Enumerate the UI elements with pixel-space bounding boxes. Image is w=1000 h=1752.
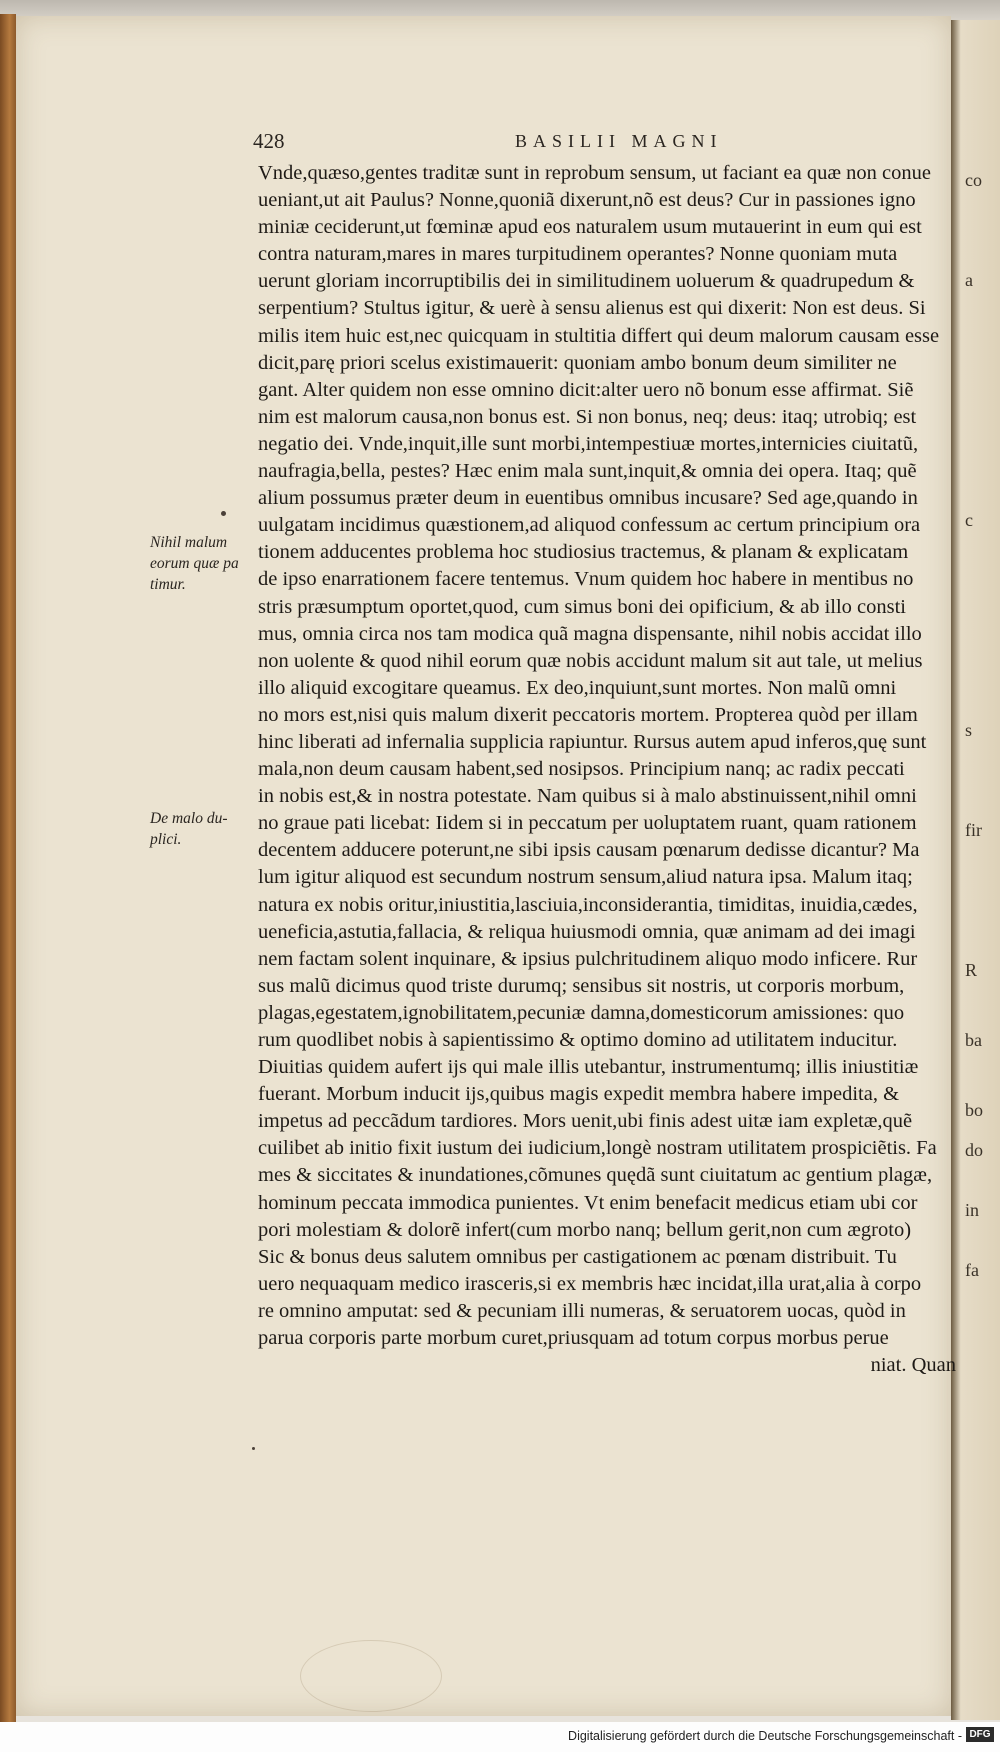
running-title: BASILII MAGNI [515,131,723,151]
text-line: alium possumus præter deum in euentibus omnibus incusare? Sed age,quando in [258,487,918,510]
text-line: hominum peccata immodica punientes. Vt enim benefacit medicus etiam ubi cor [258,1191,918,1214]
text-line: Vnde,quæso,gentes traditæ sunt in reprobum sensum, ut faciant ea quæ non conue [258,162,931,184]
text-line: no mors est,nisi quis malum dixerit peccatoris mortem. Propterea quòd per illam [258,703,918,726]
text-line: Sic & bonus deus salutem omnibus per castigationem ac pœnam distribuit. Tu [258,1245,897,1268]
text-line: non uolente & quod nihil eorum quæ nobis accidunt malum sit aut tale, ut melius [258,649,923,672]
facing-page-fragment: fir [965,820,982,840]
text-line: nim est malorum causa,non bonus est. Si non bonus, neq; deus: itaq; utrobiq; est [258,405,917,428]
text-line: illo aliquid excogitare queamus. Ex deo,inquiunt,sunt mortes. Non malũ omni [258,676,897,699]
text-line: miniæ ceciderunt,ut fœminæ apud eos naturalem usum mutauerint in eum qui est [258,216,922,239]
ink-mark [252,1447,255,1450]
facing-page-fragment: fa [965,1260,979,1280]
text-line: hinc liberati ad infernalia supplicia rapiuntur. Rursus autem apud inferos,quę sunt [258,730,927,753]
text-line: ueneficia,astutia,fallacia, & reliqua huiusmodi omnia, quæ animam ad dei imagi [258,920,916,943]
facing-page-fragment: s [965,720,973,740]
facing-page-fragment: R [965,960,978,980]
text-line: sus malũ dicimus quod triste durumq; sensibus sit nostris, ut corporis morbum, [258,974,905,997]
text-line: stris præsumptum oportet,quod, cum simus boni dei opificium, & ab illo consti [258,595,906,618]
digitization-credit: Digitalisierung gefördert durch die Deutsche Forschungsgemeinschaft - [568,1729,962,1743]
text-line: in nobis est,& in nostra potestate. Nam quibus si à malo abstinuissent,nihil omni [258,785,917,808]
dfg-logo: DFG [966,1727,994,1742]
text-line: negatio dei. Vnde,inquit,ille sunt morbi,intempestiuæ mortes,internicies ciuitatũ, [258,432,919,455]
page-number: 428 [253,129,285,153]
text-line: impetus ad peccãdum tardiores. Mors uenit,ubi finis adest uitæ iam expletæ,quẽ [258,1110,913,1133]
text-line: tionem adducentes problema hoc studiosius tractemus, & planam & explicatam [258,541,909,564]
text-line: contra naturam,mares in mares turpitudinem operantes? Nonne quoniam muta [258,243,898,266]
ink-mark [221,511,226,516]
page-header [253,129,953,159]
text-line: mes & siccitates & inundationes,cõmunes quędã sunt ciuitatum ac gentium plagæ, [258,1164,933,1187]
body-text [258,160,966,1379]
text-line: fuerant. Morbum inducit ijs,quibus magis expedit membra habere impedita, & [258,1083,900,1106]
text-line: natura ex nobis oritur,iniustitia,lasciuia,inconsiderantia, timiditas, inuidia,cædes, [258,893,918,916]
facing-page-fragment: in [965,1200,980,1220]
text-line: ueniant,ut ait Paulus? Nonne,quoniã dixerunt,nõ est deus? Cur in passiones igno [258,189,916,212]
text-line: serpentium? Stultus igitur, & uerè à sensu alienus est qui dixerit: Non est deus. Si [258,297,926,320]
text-line: gant. Alter quidem non esse omnino dicit:alter uero nõ bonum esse affirmat. Siẽ [258,378,914,401]
text-line: uero nequaquam medico irasceris,si ex membris hæc incidat,illa urat,alia à corpo [258,1272,922,1295]
text-line: nem factam solent inquinare, & ipsius pulchritudinem aliquo modo inficere. Rur [258,947,918,970]
text-line: mus, omnia circa nos tam modica quã magna dispensante, nihil nobis accidat illo [258,622,922,645]
text-line: de ipso enarrationem facere tentemus. Vnum quidem hoc habere in mentibus no [258,568,914,591]
text-line: lum igitur aliquod est secundum nostrum sensum,aliud natura ipsa. Malum itaq; [258,866,913,889]
text-line: dicit,parę priori scelus existimauerit: quoniam ambo bonum deum similiter ne [258,351,897,374]
facing-page-fragment: do [965,1140,983,1160]
text-line: milis item huic est,nec quicquam in stultitia differt qui deum malorum causam esse [258,324,940,347]
facing-page-fragment: co [965,170,982,190]
facing-page-fragment: c [965,510,973,530]
text-line: parua corporis parte morbum curet,priusquam ad totum corpus morbus perue [258,1327,889,1350]
facing-page-fragment: a [965,270,973,290]
marginal-note-1: Nihil malum eorum quæ pa timur. [150,534,239,593]
text-line: naufragia,bella, pestes? Hæc enim mala sunt,inquit,& omnia dei opera. Itaq; quẽ [258,460,917,483]
text-line: mala,non deum causam habent,sed nosipsos. Principium nanq; ac radix peccati [258,758,905,781]
book-binding [0,14,16,1724]
text-line: plagas,egestatem,ignobilitatem,pecuniæ damna,domesticorum amissiones: quo [258,1001,905,1024]
marginal-note-2: De malo du- plici. [150,810,228,848]
text-line: re omnino amputat: sed & pecuniam illi numeras, & seruatorem uocas, quòd in [258,1299,906,1322]
facing-page-fragment: bo [965,1100,983,1120]
text-line: rum quodlibet nobis à sapientissimo & optimo domino ad utilitatem inducitur. [258,1029,898,1051]
text-line: uerunt gloriam incorruptibilis dei in similitudinem uoluerum & quadrupedum & [258,270,915,293]
text-line: decentem adducere poterunt,ne sibi ipsis causam pœnarum dedisse dicantur? Ma [258,839,920,862]
text-line: pori molestiam & dolorẽ infert(cum morbo nanq; bellum gerit,non cum ægroto) [258,1218,912,1241]
text-line: niat. Quan [870,1354,956,1377]
paper-stain [300,1640,442,1712]
text-line: Diuitias quidem aufert ijs qui male illis utebantur, instrumentumq; illis iniustitiæ [258,1056,919,1079]
text-line: no graue pati licebat: Iidem si in peccatum per uoluptatem ruant, quam rationem [258,812,917,835]
facing-page-fragment: ba [965,1030,982,1050]
text-line: cuilibet ab initio fixit iustum dei iudicium,longè nostram utilitatem prospiciẽtis. Fa [258,1137,937,1160]
text-line: uulgatam incidimus quæstionem,ad aliquod confessum ac certum principium ora [258,514,921,537]
